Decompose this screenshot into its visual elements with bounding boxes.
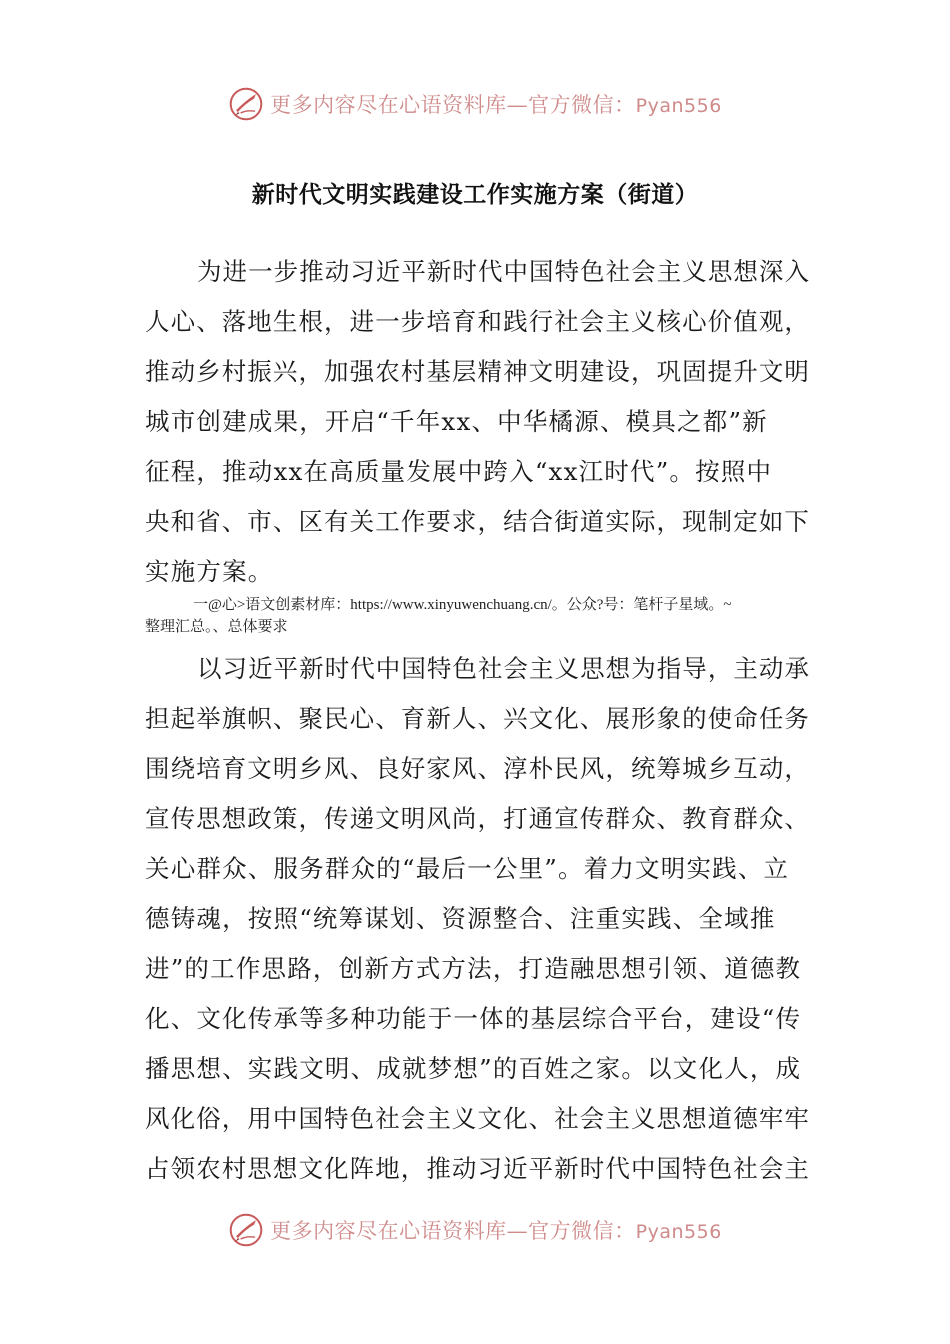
banner-main-text: 更多内容尽在心语资料库—官方微信： [270,93,636,117]
text-line: 德铸魂，按照“统筹谋划、资源整合、注重实践、全域推 [145,904,776,933]
note-line: 整理汇总。、总体要求 [145,619,288,635]
inserted-source-note [145,594,825,638]
text-line: 宣传思想政策，传递文明风尚，打通宣传群众、教育群众、 [145,804,810,833]
footer-watermark-banner [0,1210,950,1250]
banner-text [270,89,722,119]
text-line: 占领农村思想文化阵地，推动习近平新时代中国特色社会主 [145,1154,810,1183]
text-line: 以习近平新时代中国特色社会主义思想为指导，主动承 [197,654,810,683]
paragraph-general-requirements [145,644,810,1194]
text-line: 城市创建成果，开启“千年xx、中华橘源、模具之都”新 [145,407,768,436]
text-line: 实施方案。 [145,557,274,586]
pen-logo-icon [228,86,264,122]
text-line: 征程，推动xx在高质量发展中跨入“xx江时代”。按照中 [145,457,773,486]
note-line: 一@心>语文创素材库：https://www.xinyuwenchuang.cn/。公众?号：笔杆子星域。~ [193,597,732,613]
banner-wechat-id: Pyan556 [635,95,722,117]
pen-logo-icon [228,1212,264,1248]
text-line: 为进一步推动习近平新时代中国特色社会主义思想深入 [197,257,810,286]
text-line: 进”的工作思路，创新方式方法，打造融思想引领、道德教 [145,954,802,983]
text-line: 风化俗，用中国特色社会主义文化、社会主义思想道德牢牢 [145,1104,810,1133]
text-line: 播思想、实践文明、成就梦想”的百姓之家。以文化人，成 [145,1054,802,1083]
text-line: 关心群众、服务群众的“最后一公里”。着力文明实践、立 [145,854,790,883]
document-title: 新时代文明实践建设工作实施方案（街道） [251,181,699,208]
banner-text [270,1215,722,1245]
text-line: 人心、落地生根，进一步培育和践行社会主义核心价值观， [145,307,810,336]
paragraph-intro [145,247,810,597]
text-line: 央和省、市、区有关工作要求，结合街道实际，现制定如下 [145,507,810,536]
text-line: 担起举旗帜、聚民心、育新人、兴文化、展形象的使命任务 [145,704,810,733]
text-line: 化、文化传承等多种功能于一体的基层综合平台，建设“传 [145,1004,802,1033]
header-watermark-banner [0,84,950,124]
text-line: 围绕培育文明乡风、良好家风、淳朴民风，统筹城乡互动， [145,754,810,783]
banner-wechat-id: Pyan556 [635,1221,722,1243]
banner-main-text: 更多内容尽在心语资料库—官方微信： [270,1219,636,1243]
text-line: 推动乡村振兴，加强农村基层精神文明建设，巩固提升文明 [145,357,810,386]
